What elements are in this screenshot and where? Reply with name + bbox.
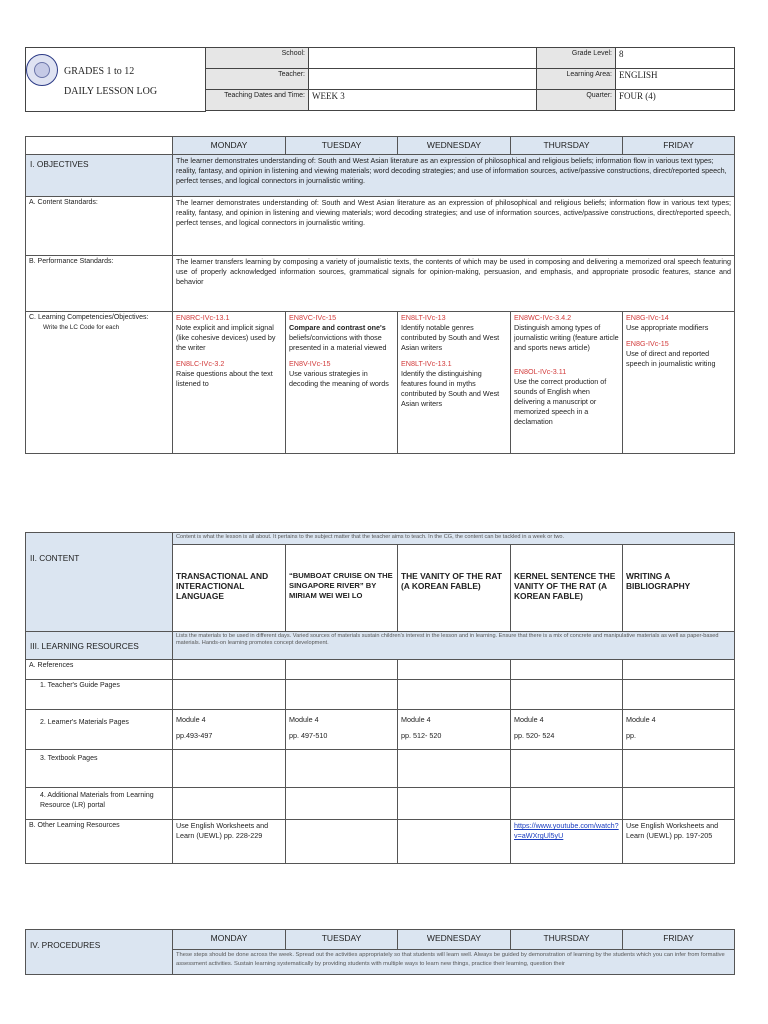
lc-code: EN8V-IVc-15	[289, 359, 331, 368]
content-standards-row	[26, 197, 735, 256]
procedures-table	[25, 929, 735, 975]
lc-text: Identify notable genres contributed by South and West Asian writers	[401, 323, 500, 352]
procedures-note: These steps should be done across the week. Spread out the activities appropriately so that students will learn well. Always be guided by demonstration of learning by the students which you can infer from formative assessment activities. Sustain learning systematically by providing students with multiple ways to learn new things, practice their learning, question their	[173, 950, 735, 975]
school-value[interactable]	[309, 48, 537, 69]
lc-code: EN8VC-IVc-15	[289, 313, 337, 322]
day-wednesday: WEDNESDAY	[398, 930, 511, 950]
lc-code: EN8G-IVc-14	[626, 313, 669, 322]
lc-text: beliefs/convictions with those presented in a material viewed	[289, 333, 387, 352]
learning-area-label: Learning Area:	[537, 69, 616, 90]
objectives-table	[25, 136, 735, 454]
competency-friday	[623, 312, 735, 454]
objectives-text: The learner demonstrates understanding of: South and West Asian literature as an expression of philosophical and religious beliefs; information flow in various text types; reality, fantasy, and opinion in listening and viewing materials; word decoding strategies; and use of information sources, active/passive constructions, direct/reported speech, perfect tenses, and logical connectors in journalistic writing.	[173, 155, 735, 197]
teacher-guide-row	[26, 680, 735, 710]
lc-text: Note explicit and implicit signal (like cohesive devices) used by the writer	[176, 323, 276, 352]
lc-text: Identify the distinguishing features found in myths contributed by South and West Asian writers	[401, 369, 500, 408]
performance-standards-text: The learner transfers learning by composing a variety of journalistic texts, the contents of which may be used in composing and delivering a memorized oral speech featuring use of properly acknowledged information sources, grammatical signals for opinion-making, persuasion, and emphasis, and appropriate prosodic features, stance and behavior	[173, 256, 735, 312]
day-monday: MONDAY	[173, 930, 286, 950]
learner-materials-row	[26, 710, 735, 750]
content-resources-table	[25, 532, 735, 864]
other-resources-monday: Use English Worksheets and Learn (UEWL) pp. 228-229	[173, 820, 286, 864]
content-thursday: KERNEL SENTENCE THE VANITY OF THE RAT (A KOREAN FABLE)	[511, 545, 623, 632]
lm-module: Module 4	[514, 715, 544, 724]
youtube-link[interactable]: https://www.youtube.com/watch?v=aWXrgUl5yU	[514, 821, 619, 840]
resources-note: Lists the materials to be used in different days. Varied sources of materials sustain children's interest in the lesson and in learning. Ensure that there is a mix of concrete and manipulative materials as well as paper-based materials. Hands-on learning promotes concept development.	[173, 632, 735, 660]
lm-pages: pp. 497-510	[289, 731, 328, 740]
references-label: A. References	[26, 660, 173, 680]
content-label: II. CONTENT	[26, 533, 173, 632]
competencies-label: C. Learning Competencies/Objectives:	[29, 314, 149, 321]
competency-wednesday	[398, 312, 511, 454]
school-label: School:	[206, 48, 309, 69]
grade-level-value[interactable]: 8	[616, 48, 735, 69]
header-table	[205, 47, 735, 111]
resources-row	[26, 632, 735, 660]
performance-standards-label: B. Performance Standards:	[26, 256, 173, 312]
references-row	[26, 660, 735, 680]
textbook-row	[26, 750, 735, 788]
learning-area-value[interactable]: ENGLISH	[616, 69, 735, 90]
lc-code: EN8G-IVc-15	[626, 339, 669, 348]
competencies-row	[26, 312, 735, 454]
objectives-label: I. OBJECTIVES	[26, 155, 173, 197]
content-wednesday: THE VANITY OF THE RAT (A KOREAN FABLE)	[398, 545, 511, 632]
procedures-label: IV. PROCEDURES	[26, 930, 173, 975]
lc-code: EN8LT-IVc-13.1	[401, 359, 452, 368]
lc-code: EN8LC-IVc-3.2	[176, 359, 225, 368]
header-left-box	[25, 47, 206, 112]
grade-level-label: Grade Level:	[537, 48, 616, 69]
day-friday: FRIDAY	[623, 930, 735, 950]
content-tuesday: “BUMBOAT CRUISE ON THE SINGAPORE RIVER” BY MIRIAM WEI WEI LO	[286, 545, 398, 632]
day-header-row	[26, 137, 735, 155]
lc-text: Use the correct production of sounds of English when delivering a manuscript or memorized speech in a declamation	[514, 377, 607, 426]
lm-module: Module 4	[626, 715, 656, 724]
lc-text: Distinguish among types of journalistic writing (feature article and sports news article)	[514, 323, 619, 352]
quarter-value[interactable]: FOUR (4)	[616, 90, 735, 111]
competency-monday	[173, 312, 286, 454]
day-wednesday: WEDNESDAY	[398, 137, 511, 155]
day-tuesday: TUESDAY	[286, 137, 398, 155]
day-monday: MONDAY	[173, 137, 286, 155]
additional-materials-label: 4. Additional Materials from Learning Resource (LR) portal	[26, 788, 173, 820]
lc-text: Compare and contrast one's	[289, 323, 386, 332]
competency-thursday	[511, 312, 623, 454]
competency-tuesday	[286, 312, 398, 454]
lc-text: Use of direct and reported speech in journalistic writing	[626, 349, 716, 368]
teacher-label: Teacher:	[206, 69, 309, 90]
other-resources-friday: Use English Worksheets and Learn (UEWL) pp. 197-205	[623, 820, 735, 864]
lm-module: Module 4	[176, 715, 206, 724]
content-monday: TRANSACTIONAL AND INTERACTIONAL LANGUAGE	[173, 545, 286, 632]
teaching-dates-value[interactable]: WEEK 3	[309, 90, 537, 111]
teacher-guide-label: 1. Teacher's Guide Pages	[26, 680, 173, 710]
content-standards-label: A. Content Standards:	[26, 197, 173, 256]
objectives-row	[26, 155, 735, 197]
lm-pages: pp.493-497	[176, 731, 213, 740]
lc-code: EN8OL-IVc-3.11	[514, 367, 567, 376]
day-thursday: THURSDAY	[511, 930, 623, 950]
competencies-sublabel: Write the LC Code for each	[43, 324, 120, 331]
other-resources-label: B. Other Learning Resources	[26, 820, 173, 864]
lm-pages: pp.	[626, 731, 636, 740]
other-resources-row	[26, 820, 735, 864]
lc-text: Use appropriate modifiers	[626, 323, 709, 332]
day-thursday: THURSDAY	[511, 137, 623, 155]
lm-module: Module 4	[289, 715, 319, 724]
textbook-label: 3. Textbook Pages	[26, 750, 173, 788]
lc-code: EN8LT-IVc-13	[401, 313, 446, 322]
content-friday: WRITING A BIBLIOGRAPHY	[623, 545, 735, 632]
lc-code: EN8WC-IVc-3.4.2	[514, 313, 572, 322]
resources-label: III. LEARNING RESOURCES	[26, 632, 173, 660]
teaching-dates-label: Teaching Dates and Time:	[206, 90, 309, 111]
day-friday: FRIDAY	[623, 137, 735, 155]
log-title: DAILY LESSON LOG	[64, 86, 158, 97]
performance-standards-row	[26, 256, 735, 312]
learner-materials-label: 2. Learner's Materials Pages	[26, 710, 173, 750]
content-note: Content is what the lesson is all about. It pertains to the subject matter that the teacher aims to teach. In the CG, the content can be tackled in a week or two.	[173, 533, 735, 545]
teacher-value[interactable]	[309, 69, 537, 90]
additional-materials-row	[26, 788, 735, 820]
lc-text: Use various strategies in decoding the meaning of words	[289, 369, 389, 388]
lc-code: EN8RC-IVc-13.1	[176, 313, 230, 322]
content-standards-text: The learner demonstrates understanding of: South and West Asian literature as an expression of philosophical and religious beliefs; information flow in various text types; reality, fantasy, and opinion in listening and viewing materials; word decoding strategies; and use of information sources, active/passive constructions, direct/reported speech, perfect tenses, and logical connectors in journalistic writing.	[173, 197, 735, 256]
quarter-label: Quarter:	[537, 90, 616, 111]
lc-text: Raise questions about the text listened to	[176, 369, 273, 388]
day-tuesday: TUESDAY	[286, 930, 398, 950]
lm-pages: pp. 520- 524	[514, 731, 555, 740]
grades-title: GRADES 1 to 12	[64, 66, 135, 77]
lm-module: Module 4	[401, 715, 431, 724]
lm-pages: pp. 512- 520	[401, 731, 442, 740]
